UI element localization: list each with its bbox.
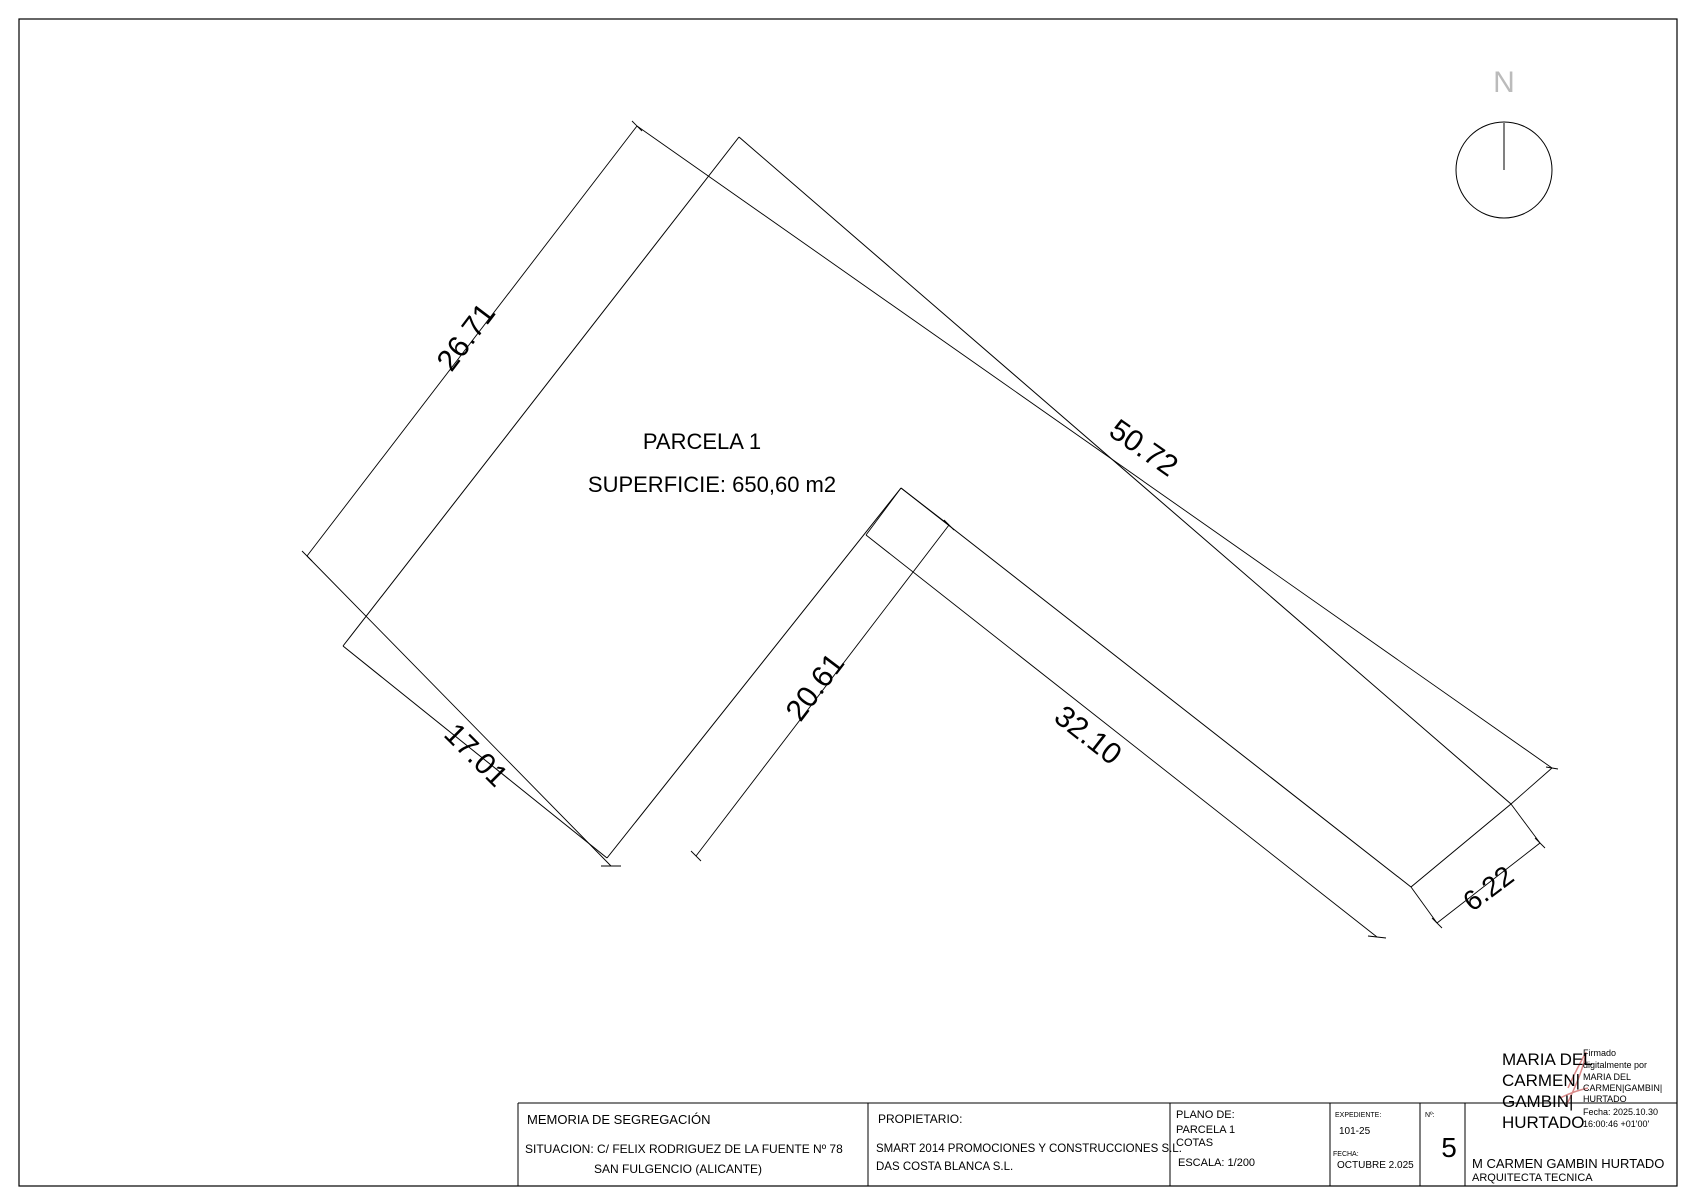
expediente-value: 101-25	[1339, 1126, 1371, 1137]
plan-line-1: PARCELA 1	[1176, 1124, 1236, 1136]
sheet-border	[19, 19, 1677, 1186]
scale-label: ESCALA: 1/200	[1178, 1157, 1256, 1169]
owner-label: PROPIETARIO:	[878, 1112, 963, 1126]
digital-signature	[1502, 1048, 1662, 1132]
number-value: 5	[1441, 1132, 1457, 1163]
signature-detail-4: CARMEN|GAMBIN|	[1583, 1083, 1663, 1093]
plan-label: PLANO DE:	[1176, 1109, 1235, 1121]
parcel-surface: SUPERFICIE: 650,60 m2	[587, 472, 837, 497]
signature-detail-6: Fecha: 2025.10.30	[1583, 1107, 1659, 1117]
parcel-outline	[343, 137, 1511, 887]
dimension-lines	[302, 121, 1558, 938]
signature-detail-7: 16:00:46 +01'00'	[1583, 1119, 1650, 1129]
plan-line-2: COTAS	[1176, 1137, 1214, 1149]
signature-name-1: MARIA DEL	[1502, 1050, 1593, 1069]
signature-name-2: CARMEN|	[1502, 1071, 1581, 1090]
dimension-label-top-right: 50.72	[1103, 413, 1184, 484]
dimension-label-right-end: 6.22	[1457, 859, 1520, 918]
architect-name: M CARMEN GAMBIN HURTADO	[1472, 1156, 1665, 1171]
owner-line-1: SMART 2014 PROMOCIONES Y CONSTRUCCIONES S.L.	[876, 1143, 1182, 1155]
fecha-label: FECHA:	[1333, 1151, 1359, 1158]
situation-line-2: SAN FULGENCIO (ALICANTE)	[594, 1162, 763, 1176]
owner-line-2: DAS COSTA BLANCA S.L.	[876, 1161, 1014, 1173]
parcel-name: PARCELA 1	[642, 429, 762, 454]
signature-detail-3: MARIA DEL	[1583, 1072, 1632, 1082]
north-label: N	[1493, 66, 1515, 99]
dimension-label-top-left: 26.71	[430, 297, 503, 378]
signature-detail-1: Firmado	[1583, 1048, 1617, 1058]
expediente-label: EXPEDIENTE:	[1335, 1112, 1382, 1119]
fecha-value: OCTUBRE 2.025	[1337, 1160, 1414, 1171]
architect-title: ARQUITECTA TECNICA	[1472, 1172, 1593, 1184]
signature-name-4: HURTADO	[1502, 1113, 1585, 1132]
situation-line-1: SITUACION: C/ FELIX RODRIGUEZ DE LA FUENTE Nº 78	[525, 1142, 843, 1156]
dimension-label-inner-vertical: 20.61	[779, 647, 852, 728]
dimension-label-bottom-left: 17.01	[437, 717, 514, 794]
project-title: MEMORIA DE SEGREGACIÓN	[527, 1112, 711, 1127]
dimension-label-inner-horizontal: 32.10	[1048, 699, 1128, 772]
signature-name-3: GAMBIN|	[1502, 1092, 1574, 1111]
north-arrow-icon	[1456, 66, 1552, 218]
signature-detail-2: digitalmente por	[1583, 1060, 1648, 1070]
number-label: Nº:	[1425, 1112, 1435, 1119]
signature-detail-5: HURTADO	[1583, 1094, 1627, 1104]
